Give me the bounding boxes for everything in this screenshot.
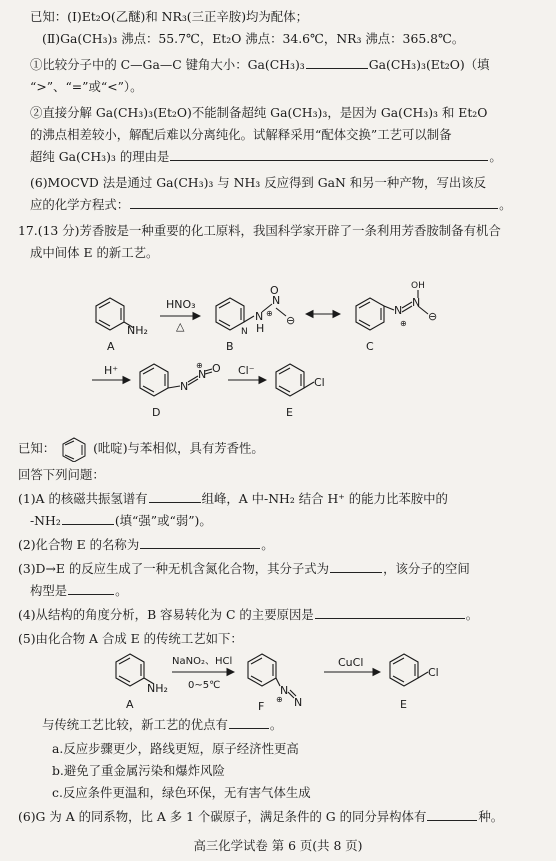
answer-blank-bond-angle[interactable]	[306, 56, 368, 69]
comparison-text: 与传统工艺比较，新工艺的优点有	[42, 717, 228, 732]
answer-blank-geometry[interactable]	[68, 582, 114, 595]
sub-q1-text-a: (1)A 的核磁共振氢谱有	[18, 491, 148, 506]
b-nh-label: N	[255, 310, 264, 323]
b-h-label: H	[256, 322, 265, 335]
a-nh2-label: NH₂	[127, 324, 148, 337]
traditional-process-scheme	[0, 648, 556, 714]
b-o1-label: O	[270, 284, 279, 297]
q6-line-2	[30, 196, 550, 214]
q17-stem-2: 成中间体 E 的新工艺。	[30, 245, 159, 260]
period: 。	[269, 717, 283, 732]
pyridine-note	[18, 436, 538, 462]
b-n2-label: N	[272, 294, 281, 307]
option-b: b.避免了重金属污染和爆炸风险	[52, 763, 225, 778]
scheme2-label-a: A	[126, 698, 134, 711]
q5-part1-line	[30, 56, 550, 74]
period: 。	[115, 583, 128, 598]
answer-blank-basicity[interactable]	[62, 512, 114, 525]
scheme2-nh2: NH₂	[147, 682, 168, 695]
pyridine-structure	[59, 436, 89, 462]
c-n2-label: N	[412, 296, 421, 309]
sub-q1-hint: (填“强”或“弱”)。	[114, 513, 212, 528]
scheme2-label-e: E	[400, 698, 407, 711]
c-minus: ⊖	[428, 310, 438, 323]
f-n1-label: N	[280, 684, 289, 697]
q5-part2-line-2: 的沸点相差较小，解配后难以分离纯化。试解释采用“配体交换”工艺可以制备	[30, 127, 452, 142]
answer-blank-advantages[interactable]	[229, 716, 269, 729]
reagent-h-plus: H⁺	[104, 364, 119, 377]
new-process-scheme	[0, 268, 556, 428]
reagent-temperature: 0~5℃	[188, 680, 221, 691]
option-c: c.反应条件更温和，绿色环保，无有害气体生成	[52, 785, 311, 800]
sub-q3-text-a: (3)D→E 的反应生成了一种无机含氮化合物，其分子式为	[18, 561, 330, 576]
label-b: B	[226, 340, 234, 353]
sub-q1-text-b: 组峰，A 中-NH₂ 结合 H⁺ 的能力比苯胺中的	[201, 491, 448, 506]
period: 。	[489, 149, 502, 164]
reagent-cucl: CuCl	[338, 656, 364, 669]
compound-e-ring	[276, 364, 314, 396]
sub-q6-text: (6)G 为 A 的同系物，比 A 多 1 个碳原子，满足条件的 G 的同分异构体有	[18, 809, 427, 824]
label-e: E	[286, 406, 293, 419]
label-c: C	[366, 340, 374, 353]
sub-q3-line-1	[18, 560, 538, 578]
q5-part1-text-b: Ga(CH₃)₃(Et₂O)（填	[368, 57, 490, 72]
d-plus: ⊕	[196, 361, 203, 370]
period: 。	[499, 197, 512, 212]
sub-q2-line	[18, 536, 538, 554]
label-a: A	[107, 340, 115, 353]
period: 。	[261, 537, 274, 552]
answer-blank-reason[interactable]	[315, 606, 465, 619]
answer-blank-equation[interactable]	[130, 196, 498, 209]
period: 。	[465, 607, 479, 622]
d-n2-label: N	[198, 368, 207, 381]
known-label: 已知：	[18, 440, 56, 456]
page-footer: 高三化学试卷 第 6 页(共 8 页)	[193, 838, 363, 853]
q5-part2-line-3	[30, 148, 550, 166]
scheme2-cl: Cl	[428, 666, 439, 679]
q5-part2-line-1: ②直接分解 Ga(CH₃)₃(Et₂O)不能制备超纯 Ga(CH₃)₃，是因为 Ga(CH₃)₃ 和 Et₂O	[30, 105, 488, 120]
q6-line-1: (6)MOCVD 法是通过 Ga(CH₃)₃ 与 NH₃ 反应得到 GaN 和另一种产物，写出该反	[30, 175, 487, 190]
reagent-nano2-hcl: NaNO₂、HCl	[172, 656, 233, 667]
sub-q3-text-c: 构型是	[30, 583, 68, 598]
q17-stem-1: 17.(13 分)芳香胺是一种重要的化工原料，我国科学家开辟了一条利用芳香胺制备有机合	[18, 223, 501, 238]
sub-q6-unit: 种。	[478, 809, 504, 824]
f-n2-label: N	[294, 696, 303, 709]
sub-q3-text-b: ，该分子的空间	[383, 561, 470, 576]
answer-blank-e-name[interactable]	[140, 536, 260, 549]
reagent-hno3: HNO₃	[166, 298, 196, 311]
q5-part1-text-a: ①比较分子中的 C—Ga—C 键角大小：Ga(CH₃)₃	[30, 57, 305, 72]
sub-q5-line: (5)由化合物 A 合成 E 的传统工艺如下：	[18, 631, 243, 646]
answer-prompt: 回答下列问题：	[18, 467, 105, 482]
sub-q1-line-1	[18, 490, 538, 508]
scheme2-label-f: F	[258, 700, 265, 713]
answer-blank-nmr-peaks[interactable]	[149, 490, 201, 503]
comparison-line	[42, 716, 556, 734]
label-d: D	[152, 406, 161, 419]
c-oh-label: OH	[411, 281, 425, 291]
sub-q6-line	[18, 808, 538, 826]
sub-q4-text: (4)从结构的角度分析，B 容易转化为 C 的主要原因是	[18, 607, 314, 622]
sub-q3-line-2	[30, 582, 550, 600]
b-plus: ⊕	[266, 309, 273, 318]
scheme2-f-ring	[248, 654, 296, 698]
known-line-2: (Ⅱ)Ga(CH₃)₃ 沸点：55.7℃，Et₂O 沸点：34.6℃，NR₃ 沸点：365.8℃。	[42, 31, 465, 46]
answer-blank-isomers[interactable]	[427, 808, 477, 821]
reagent-cl-minus: Cl⁻	[238, 364, 255, 377]
sub-q2-text: (2)化合物 E 的名称为	[18, 537, 140, 552]
answer-blank-formula[interactable]	[330, 560, 382, 573]
b-minus: ⊖	[286, 314, 296, 327]
c-n1-label: N	[394, 304, 403, 317]
option-a: a.反应步骤更少，路线更短，原子经济性更高	[52, 741, 299, 756]
sub-q4-line	[18, 606, 538, 624]
known-line-1: 已知：(Ⅰ)Et₂O(乙醚)和 NR₃(三正辛胺)均为配体；	[30, 9, 308, 24]
q5-part1-line-2: “>”、“=”或“<”）。	[30, 79, 143, 94]
pyridine-desc: (吡啶)与苯相似，具有芳香性。	[93, 440, 264, 456]
answer-blank-ligand-exchange[interactable]	[170, 148, 488, 161]
d-n1-label: N	[180, 380, 189, 393]
f-plus: ⊕	[276, 695, 283, 704]
q6-text: 应的化学方程式：	[30, 197, 130, 212]
reagent-heat: △	[176, 320, 185, 333]
b-n-ring-label: N	[241, 327, 248, 337]
e-cl-label: Cl	[314, 376, 325, 389]
c-plus: ⊕	[400, 319, 407, 328]
sub-q1-line-2	[30, 512, 550, 530]
scheme2-e-ring	[390, 654, 428, 686]
q5-part2-text: 超纯 Ga(CH₃)₃ 的理由是	[30, 149, 170, 164]
d-o-label: O	[212, 362, 221, 375]
sub-q1-nh2: -NH₂	[30, 513, 61, 528]
